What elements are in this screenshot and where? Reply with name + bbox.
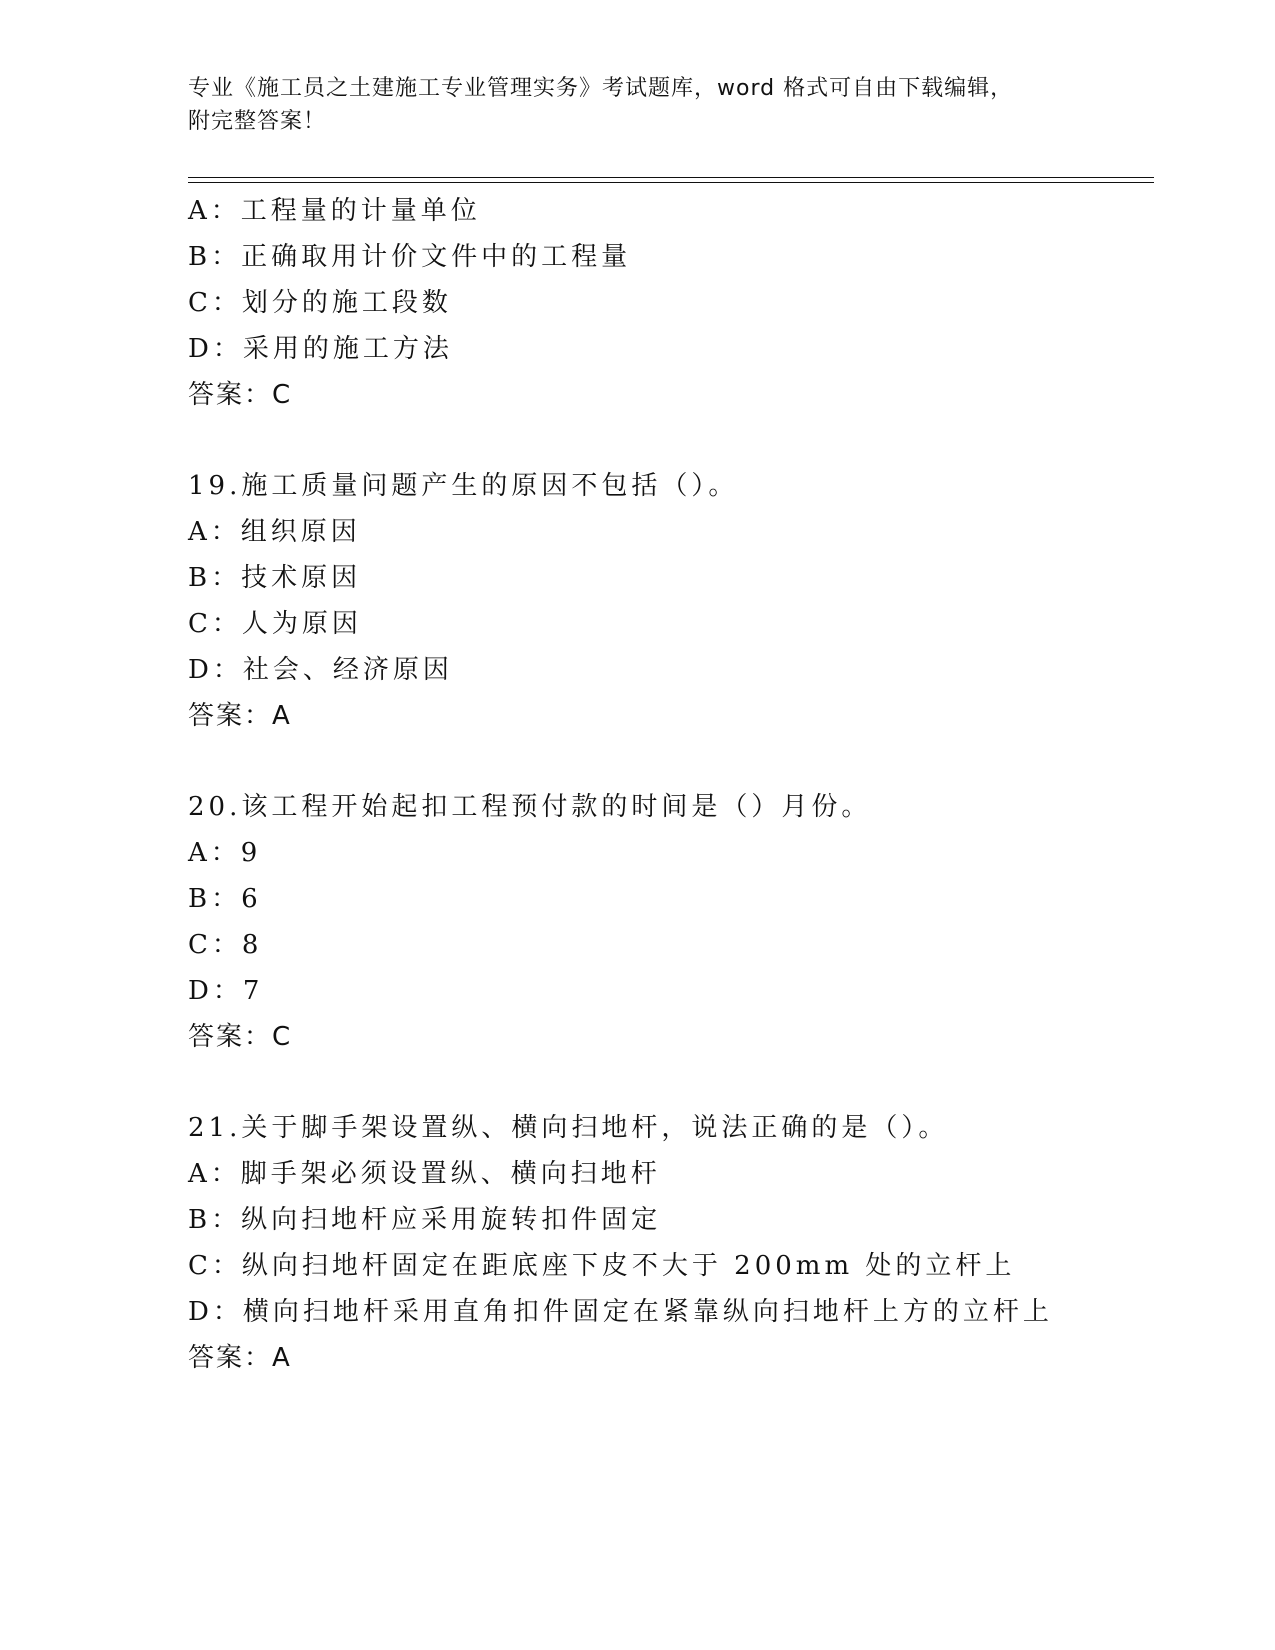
- option-c: C：纵向扫地杆固定在距底座下皮不大于 200mm 处的立杆上: [188, 1251, 1016, 1281]
- block-spacer: [188, 418, 1188, 463]
- answer-line: 答案：A: [188, 1343, 292, 1373]
- question-text: 20.该工程开始起扣工程预付款的时间是（）月份。: [188, 792, 872, 822]
- option-a: A：脚手架必须设置纵、横向扫地杆: [188, 1159, 661, 1189]
- block-spacer: [188, 739, 1188, 784]
- block-spacer: [188, 1060, 1188, 1105]
- question-block-21: [188, 1105, 1188, 1381]
- option-d: D：社会、经济原因: [188, 655, 453, 685]
- option-b: B：技术原因: [188, 563, 362, 593]
- option-b: B：正确取用计价文件中的工程量: [188, 242, 632, 272]
- answer-line: 答案：C: [188, 380, 293, 410]
- header-line-1: 专业《施工员之土建施工专业管理实务》考试题库，word 格式可自由下载编辑，: [188, 76, 1014, 101]
- question-block-19: [188, 463, 1188, 739]
- option-b: B：6: [188, 884, 262, 914]
- option-b: B：纵向扫地杆应采用旋转扣件固定: [188, 1205, 662, 1235]
- question-block-18: [188, 188, 1188, 418]
- option-a: A：工程量的计量单位: [188, 196, 481, 226]
- question-list: [188, 188, 1188, 1381]
- option-a: A：9: [188, 838, 262, 868]
- option-c: C：划分的施工段数: [188, 288, 452, 318]
- header-divider-top: [188, 177, 1154, 178]
- option-c: C：8: [188, 930, 263, 960]
- answer-line: 答案：C: [188, 1022, 293, 1052]
- option-a: A：组织原因: [188, 517, 361, 547]
- question-text: 21.关于脚手架设置纵、横向扫地杆，说法正确的是（）。: [188, 1113, 949, 1143]
- option-d: D：7: [188, 976, 264, 1006]
- option-d: D：横向扫地杆采用直角扣件固定在紧靠纵向扫地杆上方的立杆上: [188, 1297, 1053, 1327]
- question-block-20: [188, 784, 1188, 1060]
- header-line-2: 附完整答案！: [188, 109, 327, 134]
- answer-line: 答案：A: [188, 701, 292, 731]
- document-header: [188, 72, 1088, 138]
- option-c: C：人为原因: [188, 609, 362, 639]
- header-divider-bottom: [188, 182, 1154, 183]
- option-d: D：采用的施工方法: [188, 334, 453, 364]
- question-text: 19.施工质量问题产生的原因不包括（）。: [188, 471, 739, 501]
